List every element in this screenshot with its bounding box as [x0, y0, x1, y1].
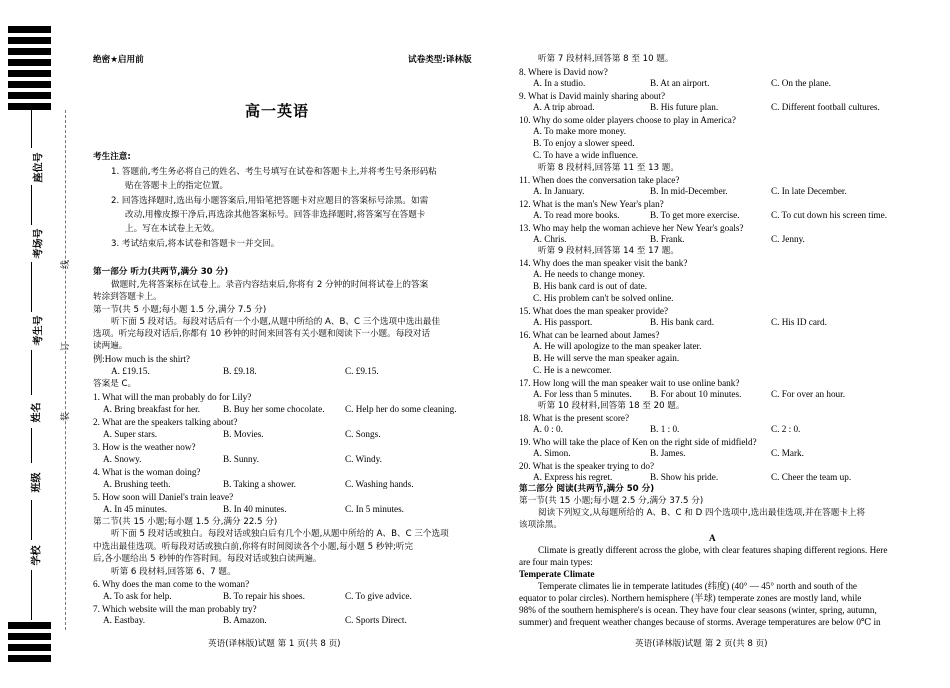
passage-label: A [709, 533, 716, 543]
example-option: A. £19.15. [111, 366, 150, 376]
section-instructions: 选项。听完每段对话后,你都有 10 秒钟的时间来回答有关小题和阅读下一小题。每段对话 [93, 329, 431, 339]
answer-option: A. His passport. [533, 317, 593, 327]
question-text: 8. Where is David now? [519, 67, 608, 77]
passage-text: summer) and frequent weather changes because of storms. Average temperatures are below 0℃ in [519, 617, 881, 627]
answer-option: C. On the plane. [771, 78, 831, 88]
material-note: 听第 9 段材料,回答第 14 至 17 题。 [538, 246, 679, 256]
strip-field-line [31, 110, 32, 148]
answer-option: B. Movies. [223, 429, 264, 439]
answer-option: C. Cheer the team up. [771, 472, 852, 482]
question-text: 20. What is the speaker trying to do? [519, 461, 655, 471]
answer-option: B. 1 : 0. [650, 424, 680, 434]
answer-option: B. Frank. [650, 234, 685, 244]
answer-option: C. For over an hour. [771, 389, 846, 399]
question-text: 17. How long will the man speaker wait to use online bank? [519, 378, 740, 388]
strip-bar [8, 622, 51, 629]
answer-option: B. Show his pride. [650, 472, 719, 482]
answer-option: A. He needs to change money. [533, 269, 645, 279]
answer-option: A. In 45 minutes. [103, 504, 168, 514]
question-text: 11. When does the conversation take place? [519, 175, 680, 185]
answer-option: A. To ask for help. [103, 591, 172, 601]
section-instructions: 中选出最佳选项。听每段对话或独白前,你将有时间阅读各个小题,每小题 5 秒钟;听完 [93, 542, 414, 552]
section-instructions: 听下面 5 段对话。每段对话后有一个小题,从题中所给的 A、B、C 三个选项中选出最佳 [111, 317, 441, 327]
question-text: 3. How is the weather now? [93, 442, 196, 452]
part1-heading: 第一部分 听力(共两节,满分 30 分) [93, 267, 229, 277]
material-note: 听第 10 段材料,回答第 18 至 20 题。 [538, 401, 685, 411]
strip-bar [8, 633, 51, 640]
answer-option: A. In a studio. [533, 78, 586, 88]
question-text: 16. What can be learned about James? [519, 330, 660, 340]
answer-option: B. In 40 minutes. [223, 504, 287, 514]
part1-intro: 转涂到答题卡上。 [93, 292, 162, 302]
question-text: 6. Why does the man come to the woman? [93, 579, 250, 589]
answer-option: B. For about 10 minutes. [650, 389, 742, 399]
strip-bar [8, 37, 51, 44]
strip-bar [8, 26, 51, 33]
answer-option: B. At an airport. [650, 78, 710, 88]
answer-option: B. To get more exercise. [650, 210, 740, 220]
answer-option: B. To repair his shoes. [223, 591, 305, 601]
question-text: 5. How soon will Daniel's train leave? [93, 492, 234, 502]
answer-option: C. His ID card. [771, 317, 827, 327]
strip-bar [8, 644, 51, 651]
question-text: 10. Why do some older players choose to play in America? [519, 115, 736, 125]
material-note: 听第 6 段材料,回答第 6、7 题。 [111, 567, 236, 577]
answer-option: C. Songs. [345, 429, 381, 439]
passage-text: equator to polar circles). Northern hemisphere (半球) temperate zones are mostly land, while [519, 593, 862, 603]
answer-option: B. To enjoy a slower speed. [533, 138, 635, 148]
answer-option: A. Super stars. [103, 429, 158, 439]
example-option: B. £9.18. [223, 366, 257, 376]
answer-option: A. Snowy. [103, 454, 142, 464]
strip-bar [8, 103, 51, 110]
answer-option: C. Windy. [345, 454, 382, 464]
cut-line [65, 110, 66, 630]
part2-heading: 第二部分 阅读(共两节,满分 50 分) [519, 484, 655, 494]
strip-field-line [31, 185, 32, 225]
question-text: 7. Which website will the man probably try? [93, 604, 257, 614]
paper-type-label: 试卷类型:译林版 [408, 55, 472, 65]
answer-option: A. Chris. [533, 234, 567, 244]
answer-option: C. Washing hands. [345, 479, 414, 489]
answer-option: B. He will serve the man speaker again. [533, 353, 680, 363]
exam-room-label: 考场号 [33, 228, 45, 259]
passage-text: Temperate climates lie in temperate latitudes (纬度) (40° — 45° north and south of the [538, 581, 857, 591]
answer-option: B. James. [650, 448, 686, 458]
answer-option: B. Taking a shower. [223, 479, 296, 489]
notice-item: 贴在答题卡上的指定位置。 [125, 181, 229, 191]
cut-line-word: 订 [61, 341, 72, 352]
answer-option: C. Different football cultures. [771, 102, 880, 112]
answer-option: A. A trip abroad. [533, 102, 595, 112]
answer-option: A. Bring breakfast for her. [103, 404, 200, 414]
notice-item: 2. 回答选择题时,选出每小题答案后,用铅笔把答题卡对应题目的答案标号涂黑。如需 [111, 196, 429, 206]
name-label: 姓名 [31, 402, 43, 423]
answer-option: C. Jenny. [771, 234, 805, 244]
answer-option: A. Simon. [533, 448, 571, 458]
question-text: 2. What are the speakers talking about? [93, 417, 238, 427]
section-instructions: 读两遍。 [93, 341, 128, 351]
answer-option: B. Amazon. [223, 615, 267, 625]
answer-option: C. Sports Direct. [345, 615, 407, 625]
strip-bar [8, 81, 51, 88]
section-heading: 第一节(共 15 小题;每小题 2.5 分,满分 37.5 分) [519, 496, 704, 506]
class-label: 班级 [31, 472, 43, 493]
answer-option: A. Brushing teeth. [103, 479, 171, 489]
answer-option: A. In January. [533, 186, 585, 196]
question-text: 15. What does the man speaker provide? [519, 306, 669, 316]
answer-option: B. Buy her some chocolate. [223, 404, 325, 414]
question-text: 19. Who will take the place of Ken on the right side of midfield? [519, 437, 757, 447]
question-text: 18. What is the present score? [519, 413, 630, 423]
answer-option: A. To make more money. [533, 126, 626, 136]
confidential-label: 绝密★启用前 [93, 55, 144, 65]
answer-option: C. In 5 minutes. [345, 504, 404, 514]
strip-bar [8, 70, 51, 77]
notice-heading: 考生注意: [93, 152, 131, 162]
material-note: 听第 7 段材料,回答第 8 至 10 题。 [538, 54, 674, 64]
example-answer: 答案是 C。 [93, 379, 137, 389]
answer-option: C. To cut down his screen time. [771, 210, 888, 220]
question-text: 12. What is the man's New Year's plan? [519, 199, 664, 209]
strip-bar [8, 48, 51, 55]
answer-option: A. He will apologize to the man speaker later. [533, 341, 702, 351]
question-text: 1. What will the man probably do for Lily? [93, 392, 252, 402]
answer-option: C. In late December. [771, 186, 847, 196]
page-title: 高一英语 [245, 102, 310, 120]
question-text: 4. What is the woman doing? [93, 467, 201, 477]
notice-item: 1. 答题前,考生务必将自己的姓名、考生号填写在试卷和答题卡上,并将考生号条形码粘 [111, 167, 437, 177]
answer-option: C. To give advice. [345, 591, 412, 601]
strip-bar [8, 59, 51, 66]
answer-option: C. He is a newcomer. [533, 365, 612, 375]
answer-option: C. Mark. [771, 448, 804, 458]
answer-option: B. His future plan. [650, 102, 719, 112]
strip-bar [8, 655, 51, 662]
answer-option: A. To read more books. [533, 210, 620, 220]
answer-option: A. Express his regret. [533, 472, 613, 482]
answer-option: A. 0 : 0. [533, 424, 563, 434]
strip-field-line [31, 570, 32, 620]
answer-option: B. In mid-December. [650, 186, 728, 196]
section-instructions: 阅读下列短文,从每题所给的 A、B、C 和 D 四个选项中,选出最佳选项,并在答题卡上将 [538, 508, 866, 518]
answer-option: B. Sunny. [223, 454, 259, 464]
notice-item: 3. 考试结束后,将本试卷和答题卡一并交回。 [111, 239, 280, 249]
answer-option: C. His problem can't be solved online. [533, 293, 674, 303]
section-instructions: 后,各小题给出 5 秒钟的作答时间。每段对话或独白读两遍。 [93, 554, 322, 564]
seat-number-label: 座位号 [33, 152, 45, 183]
answer-option: A. For less than 5 minutes. [533, 389, 632, 399]
page-footer-left: 英语(译林版)试题 第 1 页(共 8 页) [208, 639, 341, 649]
answer-option: C. Help her do some cleaning. [345, 404, 457, 414]
answer-option: A. Eastbay. [103, 615, 146, 625]
section-instructions: 该项涂黑。 [519, 520, 562, 530]
cut-line-word: 装 [61, 411, 72, 422]
cut-line-word: 线 [61, 259, 72, 270]
section-instructions: 听下面 5 段对话或独白。每段对话或独白后有几个小题,从题中所给的 A、B、C 三个选项 [111, 529, 449, 539]
answer-option: C. 2 : 0. [771, 424, 801, 434]
answer-option: C. To have a wide influence. [533, 150, 639, 160]
strip-field-line [31, 350, 32, 395]
part1-intro: 做题时,先将答案标在试卷上。录音内容结束后,你将有 2 分钟的时间将试卷上的答案 [111, 280, 429, 290]
passage-text: 98% of the southern hemisphere's is ocean. They have four clear seasons (winter, spring, autumn, [519, 605, 877, 615]
school-label: 学校 [31, 545, 43, 566]
question-text: 9. What is David mainly sharing about? [519, 91, 666, 101]
passage-text: Climate is greatly different across the globe, with clear features shaping different regions. Here [538, 545, 888, 555]
notice-item: 上。写在本试卷上无效。 [125, 224, 220, 234]
answer-option: B. His bank card. [650, 317, 715, 327]
question-text: 14. Why does the man speaker visit the bank? [519, 258, 688, 268]
question-text: 13. Who may help the woman achieve her New Year's goals? [519, 223, 744, 233]
strip-bar [8, 92, 51, 99]
passage-text: are four main types: [519, 557, 593, 567]
strip-field-line [31, 500, 32, 540]
strip-field-line [31, 262, 32, 312]
exam-number-label: 考生号 [33, 315, 45, 346]
notice-item: 改动,用橡皮擦干净后,再选涂其他答案标号。回答非选择题时,将答案写在答题卡 [125, 210, 426, 220]
section-heading: 第二节(共 15 小题;每小题 1.5 分,满分 22.5 分) [93, 517, 278, 527]
example-option: C. £9.15. [345, 366, 379, 376]
passage-subheading: Temperate Climate [519, 569, 595, 579]
answer-option: B. His bank card is out of date. [533, 281, 648, 291]
example-question: 例:How much is the shirt? [93, 354, 190, 364]
strip-field-line [31, 428, 32, 463]
material-note: 听第 8 段材料,回答第 11 至 13 题。 [538, 163, 679, 173]
section-heading: 第一节(共 5 小题;每小题 1.5 分,满分 7.5 分) [93, 305, 267, 315]
page-footer-right: 英语(译林版)试题 第 2 页(共 8 页) [635, 639, 768, 649]
